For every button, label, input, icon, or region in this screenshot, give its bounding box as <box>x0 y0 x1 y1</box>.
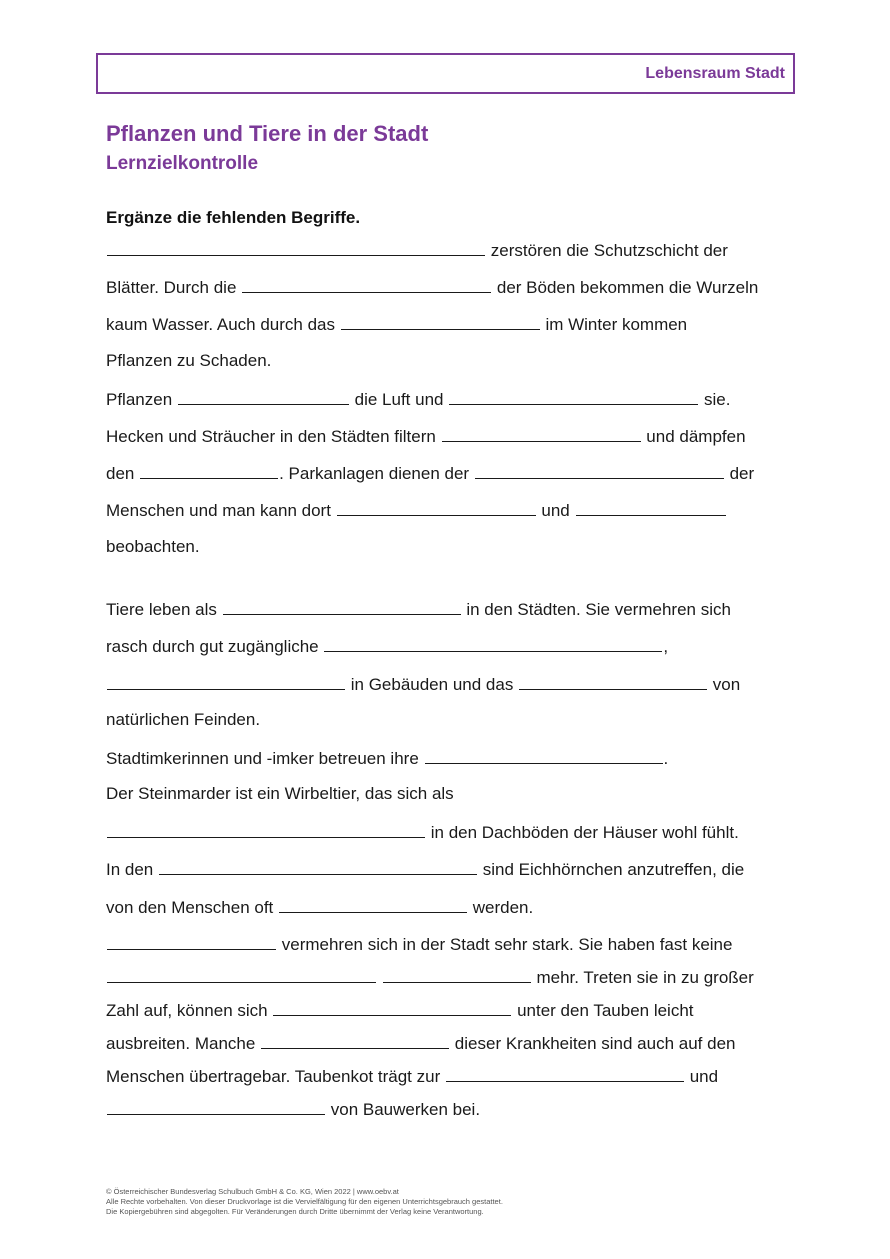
blank-field[interactable] <box>107 238 485 256</box>
text-line: Blätter. Durch die der Böden bekommen die Wurzeln <box>106 275 758 299</box>
page-subtitle: Lernzielkontrolle <box>106 153 259 174</box>
blank-field[interactable] <box>337 498 536 516</box>
blank-field[interactable] <box>446 1064 684 1082</box>
text-line: zerstören die Schutzschicht der <box>106 238 728 262</box>
blank-field[interactable] <box>107 965 376 983</box>
blank-field[interactable] <box>107 672 345 690</box>
copyright-footer: © Österreichischer Bundesverlag Schulbuch GmbH & Co. KG, Wien 2022 | www.oebv.at Alle Rechte vorbehalten. Von dieser Druckvorlage ist die Vervielfältigung für den eigenen Unterrichtsgebrauch gestattet. Die Kopiergebühren sind abgegolten. Für Veränderungen durch Dritte übernimmt der Verlag keine Verantwortung. <box>106 1187 503 1216</box>
blank-field[interactable] <box>475 461 724 479</box>
text-line: Stadtimkerinnen und -imker betreuen ihre . <box>106 746 668 770</box>
blank-field[interactable] <box>107 1097 325 1115</box>
text-line: in den Dachböden der Häuser wohl fühlt. <box>106 820 739 844</box>
text-line: rasch durch gut zugängliche , <box>106 634 668 658</box>
text-line: von Bauwerken bei. <box>106 1097 480 1121</box>
blank-field[interactable] <box>107 820 425 838</box>
text-line: natürlichen Feinden. <box>106 710 261 729</box>
text-line: Hecken und Sträucher in den Städten filtern und dämpfen <box>106 424 746 448</box>
blank-field[interactable] <box>140 461 278 479</box>
text-line: in Gebäuden und das von <box>106 672 740 696</box>
text-line: den . Parkanlagen dienen der der <box>106 461 754 485</box>
blank-field[interactable] <box>261 1031 449 1049</box>
header-label: Lebensraum Stadt <box>645 65 785 82</box>
text-line: Pflanzen zu Schaden. <box>106 351 272 370</box>
blank-field[interactable] <box>324 634 662 652</box>
text-line: Tiere leben als in den Städten. Sie vermehren sich <box>106 597 731 621</box>
text-line: beobachten. <box>106 537 200 556</box>
blank-field[interactable] <box>519 672 707 690</box>
blank-field[interactable] <box>442 424 641 442</box>
blank-field[interactable] <box>159 857 477 875</box>
text-line: Pflanzen die Luft und sie. <box>106 387 730 411</box>
blank-field[interactable] <box>279 895 467 913</box>
blank-field[interactable] <box>341 312 540 330</box>
text-line: vermehren sich in der Stadt sehr stark. Sie haben fast keine <box>106 932 732 956</box>
blank-field[interactable] <box>383 965 531 983</box>
blank-field[interactable] <box>107 932 276 950</box>
text-line: ausbreiten. Manche dieser Krankheiten sind auch auf den <box>106 1031 736 1055</box>
text-line: mehr. Treten sie in zu großer <box>106 965 754 989</box>
blank-field[interactable] <box>576 498 726 516</box>
text-line: In den sind Eichhörnchen anzutreffen, die <box>106 857 744 881</box>
blank-field[interactable] <box>449 387 698 405</box>
instruction: Ergänze die fehlenden Begriffe. <box>106 208 361 227</box>
text-line: Der Steinmarder ist ein Wirbeltier, das sich als <box>106 784 454 803</box>
blank-field[interactable] <box>273 998 511 1016</box>
blank-field[interactable] <box>178 387 349 405</box>
blank-field[interactable] <box>242 275 491 293</box>
text-line: Menschen und man kann dort und <box>106 498 727 522</box>
header-box <box>96 53 795 94</box>
text-line: Menschen übertragebar. Taubenkot trägt zur und <box>106 1064 718 1088</box>
blank-field[interactable] <box>425 746 663 764</box>
text-line: Zahl auf, können sich unter den Tauben leicht <box>106 998 694 1022</box>
text-line: von den Menschen oft werden. <box>106 895 533 919</box>
text-line: kaum Wasser. Auch durch das im Winter kommen <box>106 312 687 336</box>
page-title: Pflanzen und Tiere in der Stadt <box>106 121 429 146</box>
blank-field[interactable] <box>223 597 461 615</box>
